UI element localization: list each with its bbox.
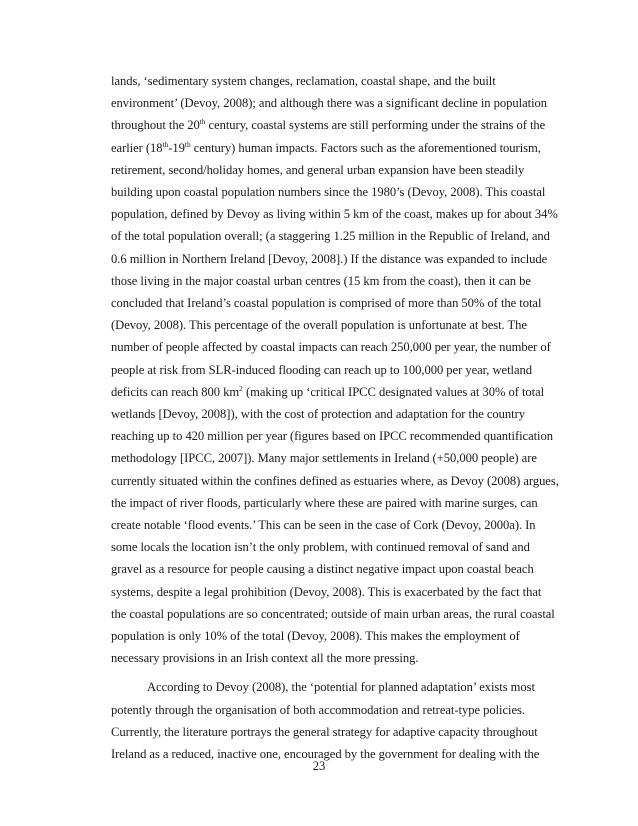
text-run: population is only 10% of the total (Devoy, 2008). This makes the employment of: [111, 629, 520, 643]
text-run: 0.6 million in Northern Ireland [Devoy, 2008].) If the distance was expanded to include: [111, 251, 548, 266]
text-line: [111, 584, 541, 600]
text-line: [111, 117, 545, 133]
text-run: systems, despite a legal prohibition (Devoy, 2008). This is exacerbated by the fact that: [111, 584, 542, 599]
text-run: (Devoy, 2008). This percentage of the overall population is unfortunate at best. The: [111, 318, 527, 333]
text-run: building upon coastal population numbers since the 1980’s (Devoy, 2008). This coastal: [111, 185, 546, 199]
text-line: [111, 273, 531, 289]
text-run: throughout the 20: [111, 118, 200, 133]
text-run: century) human impacts. Factors such as the aforementioned tourism,: [190, 140, 541, 155]
text-line: [111, 450, 537, 466]
text-run: gravel as a resource for people causing a distinct negative impact upon coastal beach: [111, 562, 534, 577]
text-line: [111, 561, 534, 577]
text-line: [111, 406, 525, 422]
text-line: [111, 251, 547, 267]
text-run: those living in the major coastal urban centres (15 km from the coast), then it can be: [111, 273, 531, 288]
text-line: [111, 140, 541, 156]
text-line: [111, 73, 496, 89]
text-run: According to Devoy (2008), the ‘potential for planned adaptation’ exists most: [147, 680, 535, 695]
text-run: century, coastal systems are still performing under the strains of the: [205, 118, 546, 133]
text-line: [111, 473, 559, 489]
text-line: [111, 628, 520, 644]
text-line: [111, 428, 553, 444]
text-run: Ireland as a reduced, inactive one, encouraged by the government for dealing with the: [111, 747, 540, 761]
text-run: the coastal populations are so concentrated; outside of main urban areas, the rural coastal: [111, 606, 555, 621]
text-run: retirement, second/holiday homes, and general urban expansion have been steadily: [111, 162, 525, 177]
text-line: [111, 162, 524, 178]
text-run: of the total population overall; (a staggering 1.25 million in the Republic of Ireland, and: [111, 229, 550, 244]
text-line: [111, 384, 544, 400]
text-line: [147, 679, 535, 695]
text-line: [111, 317, 527, 333]
text-line: [111, 339, 551, 355]
text-run: create notable ‘flood events.’ This can be seen in the case of Cork (Devoy, 2000a). In: [111, 518, 536, 532]
superscript: 2: [239, 383, 243, 393]
superscript: th: [184, 139, 191, 149]
page-number: 23: [312, 759, 326, 773]
text-line: [111, 228, 550, 244]
text-line: [111, 95, 547, 111]
text-run: population, defined by Devoy as living within 5 km of the coast, makes up for about 34%: [111, 207, 558, 222]
text-line: [111, 495, 538, 511]
superscript: th: [199, 117, 206, 127]
text-run: Currently, the literature portrays the general strategy for adaptive capacity throughout: [111, 724, 538, 739]
text-run: (making up ‘critical IPCC designated values at 30% of total: [242, 384, 545, 399]
text-run: necessary provisions in an Irish context all the more pressing.: [111, 651, 419, 666]
text-run: people at risk from SLR-induced flooding can reach up to 100,000 per year, wetland: [111, 362, 533, 377]
text-line: [111, 184, 545, 200]
text-run: earlier (18: [111, 140, 163, 155]
superscript: th: [162, 139, 169, 149]
text-run: wetlands [Devoy, 2008]), with the cost of protection and adaptation for the country: [111, 407, 526, 421]
text-line: [111, 724, 538, 740]
text-run: deficits can reach 800 km: [111, 384, 240, 399]
text-run: concluded that Ireland’s coastal population is comprised of more than 50% of the total: [111, 296, 542, 310]
text-run: methodology [IPCC, 2007]). Many major settlements in Ireland (+50,000 people) are: [111, 451, 537, 466]
text-run: the impact of river floods, particularly where these are paired with marine surges, can: [111, 495, 538, 510]
text-line: [111, 539, 530, 555]
text-line: [111, 650, 418, 666]
text-run: reaching up to 420 million per year (figures based on IPCC recommended quantification: [111, 429, 554, 444]
text-run: some locals the location isn’t the only problem, with continued removal of sand and: [111, 540, 530, 555]
text-line: [111, 362, 532, 378]
text-run: -19: [168, 140, 185, 155]
text-run: potently through the organisation of both accommodation and retreat-type policies.: [111, 702, 525, 717]
text-line: [111, 517, 536, 533]
text-line: [111, 295, 541, 311]
text-run: environment’ (Devoy, 2008); and although there was a significant decline in population: [111, 96, 548, 111]
text-line: [111, 206, 558, 222]
text-line: [111, 702, 525, 718]
text-line: [111, 606, 555, 622]
text-run: currently situated within the confines defined as estuaries where, as Devoy (2008) argues,: [111, 473, 559, 488]
text-run: number of people affected by coastal impacts can reach 250,000 per year, the number of: [111, 340, 551, 355]
text-run: lands, ‘sedimentary system changes, reclamation, coastal shape, and the built: [111, 74, 496, 88]
